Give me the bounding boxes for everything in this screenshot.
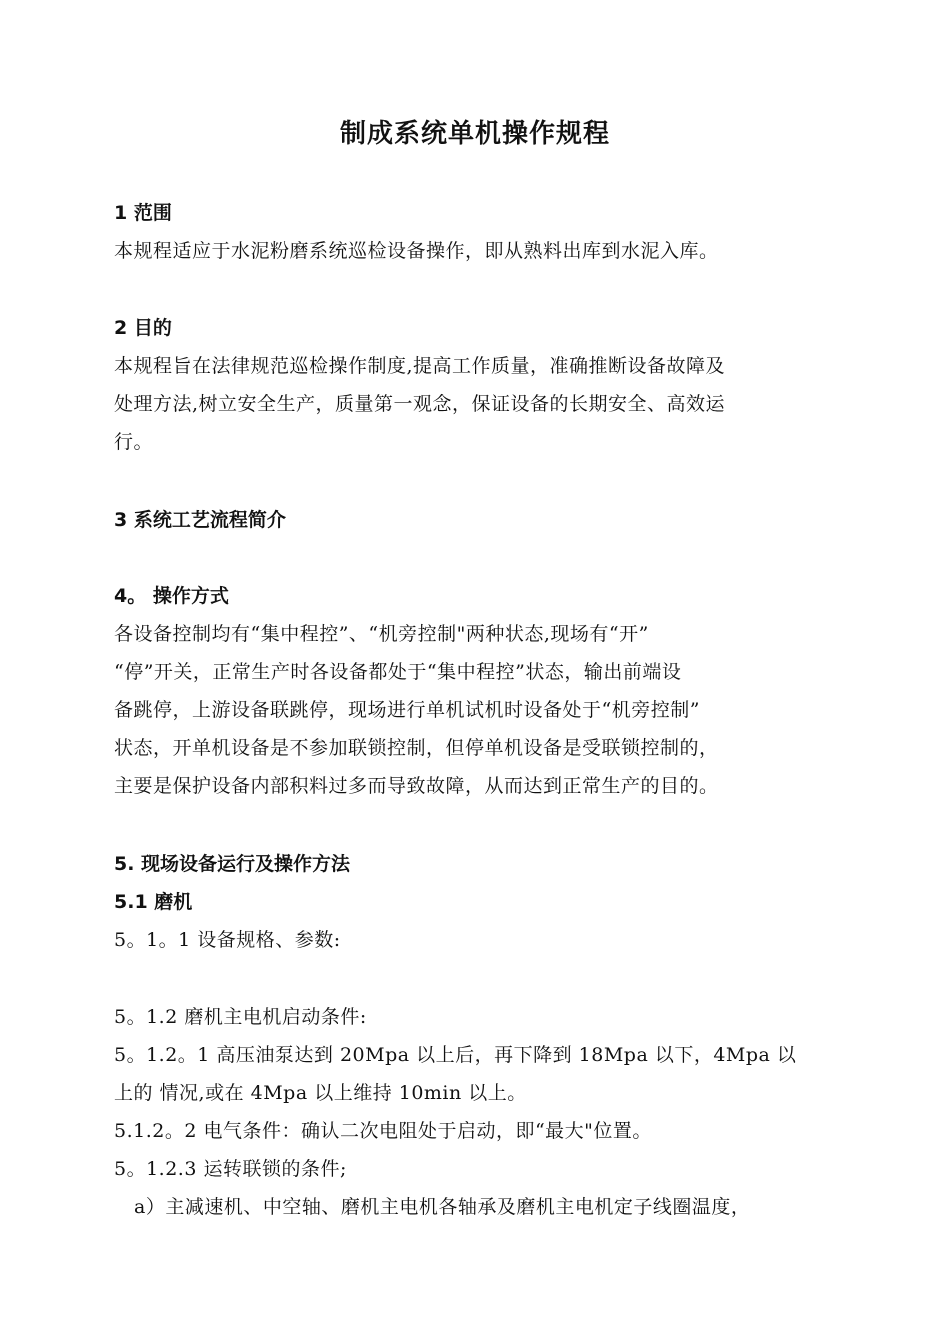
section-2-body	[114, 347, 834, 461]
section-5-1-2-line: 5。1.2 磨机主电机启动条件:	[114, 1006, 367, 1028]
section-4-line: 状态，开单机设备是不参加联锁控制，但停单机设备是受联锁控制的，	[114, 737, 719, 759]
section-4-body	[114, 615, 834, 805]
section-4-line: 各设备控制均有“集中程控”、“机旁控制"两种状态,现场有“开”	[114, 623, 649, 645]
section-1-line: 本规程适应于水泥粉磨系统巡检设备操作，即从熟料出库到水泥入库。	[114, 240, 719, 262]
section-2-line: 处理方法,树立安全生产，质量第一观念，保证设备的长期安全、高效运	[114, 393, 726, 415]
section-4-line: 备跳停，上游设备联跳停，现场进行单机试机时设备处于“机旁控制”	[114, 699, 700, 721]
section-1-heading: 1 范围	[114, 202, 172, 224]
section-4-line: 主要是保护设备内部积料过多而导致故障，从而达到正常生产的目的。	[114, 775, 719, 797]
section-4-line: “停”开关，正常生产时各设备都处于“集中程控”状态，输出前端设	[114, 661, 682, 683]
section-5-1-2-line: a）主减速机、中空轴、磨机主电机各轴承及磨机主电机定子线圈温度，	[134, 1196, 751, 1218]
section-2-line: 行。	[114, 431, 154, 453]
section-5-1-2-line: 5.1.2。2 电气条件：确认二次电阻处于启动，即“最大"位置。	[114, 1120, 652, 1142]
section-4-heading: 4。 操作方式	[114, 585, 229, 607]
section-5-1-2-line: 5。1.2。1 高压油泵达到 20Mpa 以上后，再下降到 18Mpa 以下，4Mpa 以	[114, 1044, 797, 1066]
section-5-1-2-body	[114, 998, 834, 1226]
section-5-1-2-line: 上的 情况,或在 4Mpa 以上维持 10min 以上。	[114, 1082, 527, 1104]
section-5-1-2-line: 5。1.2.3 运转联锁的条件;	[114, 1158, 347, 1180]
section-5-heading: 5. 现场设备运行及操作方法	[114, 853, 351, 875]
section-2-heading: 2 目的	[114, 317, 172, 339]
section-1-body	[114, 232, 834, 270]
section-5-1-1-body	[114, 921, 834, 959]
document-title: 制成系统单机操作规程	[339, 119, 610, 149]
section-5-1-1-line: 5。1。1 设备规格、参数:	[114, 929, 341, 951]
section-3-heading: 3 系统工艺流程简介	[114, 509, 286, 531]
section-5-1-heading: 5.1 磨机	[114, 891, 193, 913]
section-2-line: 本规程旨在法律规范巡检操作制度,提高工作质量，准确推断设备故障及	[114, 355, 726, 377]
